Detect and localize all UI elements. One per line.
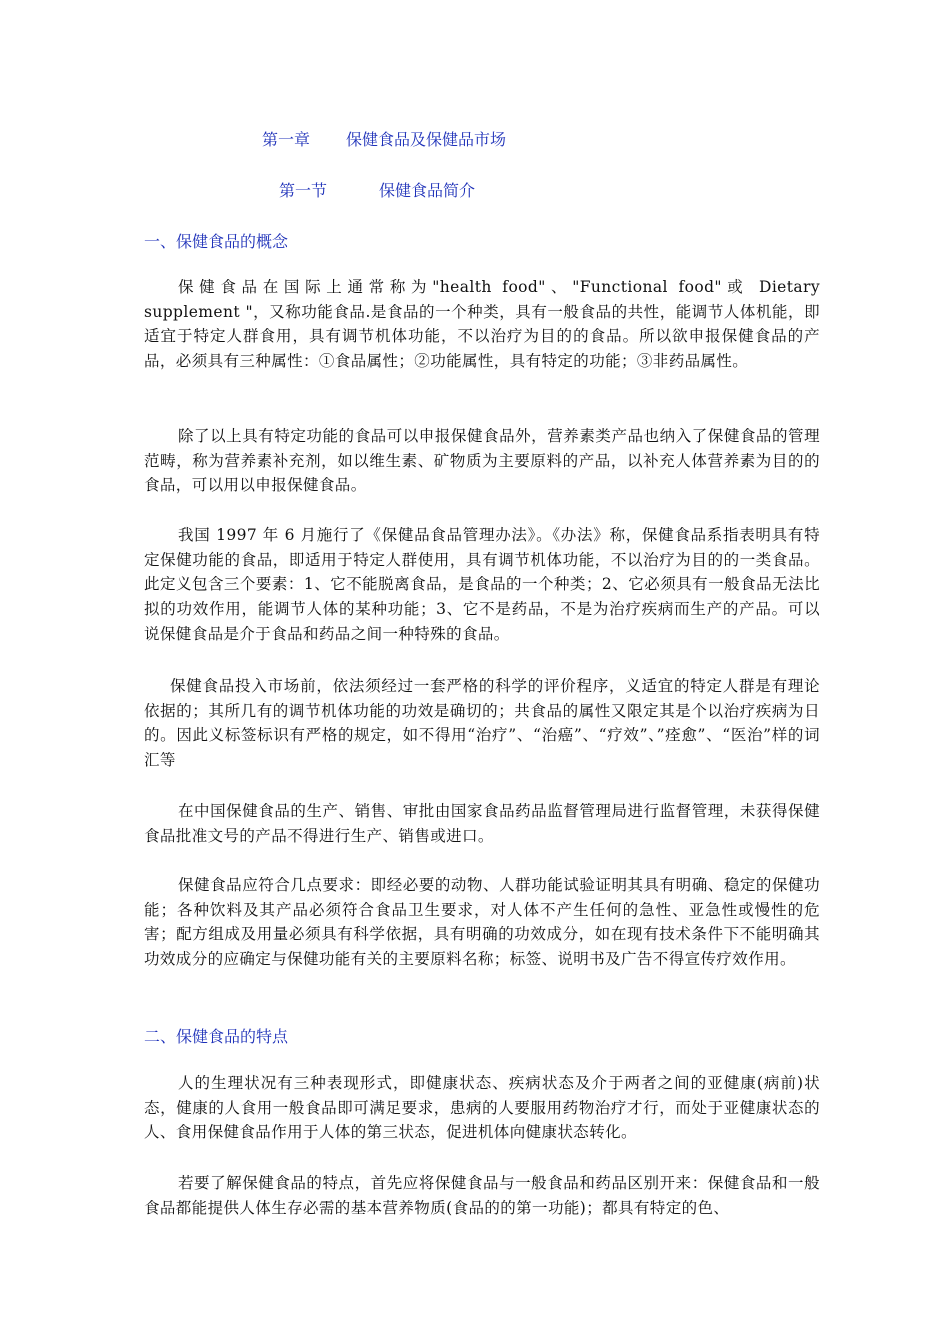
chapter-title: 保健食品及保健品市场 <box>346 130 507 149</box>
paragraph-health-states: 人的生理状况有三种表现形式，即健康状态、疾病状态及介于两者之间的亚健康(病前)状态，健康的人食用一般食品即可满足要求，患病的人要服用药物治疗才行，而处于亚健康状态的人、食用保健食品作用于人体的第三状态，促进机体向健康状态转化。 <box>144 1074 820 1142</box>
section-number: 第一节 <box>279 181 328 200</box>
subheading-concept: 一、保健食品的概念 <box>144 232 289 251</box>
paragraph-regulation-1997: 我国 1997 年 6 月施行了《保健品食品管理办法》。《办法》称，保健食品系指表明具有特定保健功能的食品，即适用于特定人群使用，具有调节机体功能，不以治疗为目的的一类食品。此定义包含三个要素：1、它不能脱离食品，是食品的一个种类；2、它必须具有一般食品无法比拟的功效作用，能调节人体的某种功能；3、它不是药品，不是为治疗疾病而生产的产品。可以说保健食品是介于食品和药品之间一种特殊的食品。 <box>144 526 820 643</box>
paragraph-nutrient-supplements: 除了以上具有特定功能的食品可以申报保健食品外，营养素类产品也纳入了保健食品的管理范畴，称为营养素补充剂，如以维生素、矿物质为主要原料的产品，以补充人体营养素为目的的食品，可以用以申报保健食品。 <box>144 427 820 495</box>
paragraph-requirements: 保健食品应符合几点要求：即经必要的动物、人群功能试验证明其具有明确、稳定的保健功能；各种饮料及其产品必须符合食品卫生要求，对人体不产生任何的急性、亚急性或慢性的危害；配方组成及用量必须具有科学依据，具有明确的功效成分，如在现有技术条件下不能明确其功效成分的应确定与保健功能有关的主要原料名称；标签、说明书及广告不得宣传疗效作用。 <box>144 876 820 969</box>
paragraph-market-evaluation: 保健食品投入市场前，依法须经过一套严格的科学的评价程序，义适宜的特定人群是有理论依据的；其所几有的调节机体功能的功效是确切的；共食品的属性又限定其是个以治疗疾病为日的。因此义标签标识有严格的规定，如不得用“治疗”、“治癌”、“疗效”、”痊愈”、“医治”样的词汇等 <box>144 677 820 770</box>
paragraph-definition: 保健食品在国际上通常称为"health food"、"Functional food"或 Dietary supplement "，又称功能食品.是食品的一个种类，具有一般食品的共性，能调节人体机能，即适宜于特定人群食用，具有调节机体功能，不以治疗为目的的食品。所以欲申报保健食品的产品，必须具有三种属性：①食品属性；②功能属性，具有特定的功能；③非药品属性。 <box>144 278 820 371</box>
chapter-heading <box>262 127 506 150</box>
paragraph-distinction: 若要了解保健食品的特点，首先应将保健食品与一般食品和药品区别开来：保健食品和一般食品都能提供人体生存必需的基本营养物质(食品的的第一功能)；都具有特定的色、 <box>144 1174 820 1217</box>
section-title: 保健食品简介 <box>379 181 476 200</box>
subheading-characteristics: 二、保健食品的特点 <box>144 1027 289 1046</box>
paragraph-supervision: 在中国保健食品的生产、销售、审批由国家食品药品监督管理局进行监督管理，未获得保健食品批准文号的产品不得进行生产、销售或进口。 <box>144 802 820 845</box>
section-heading <box>279 178 475 201</box>
chapter-number: 第一章 <box>262 130 311 149</box>
